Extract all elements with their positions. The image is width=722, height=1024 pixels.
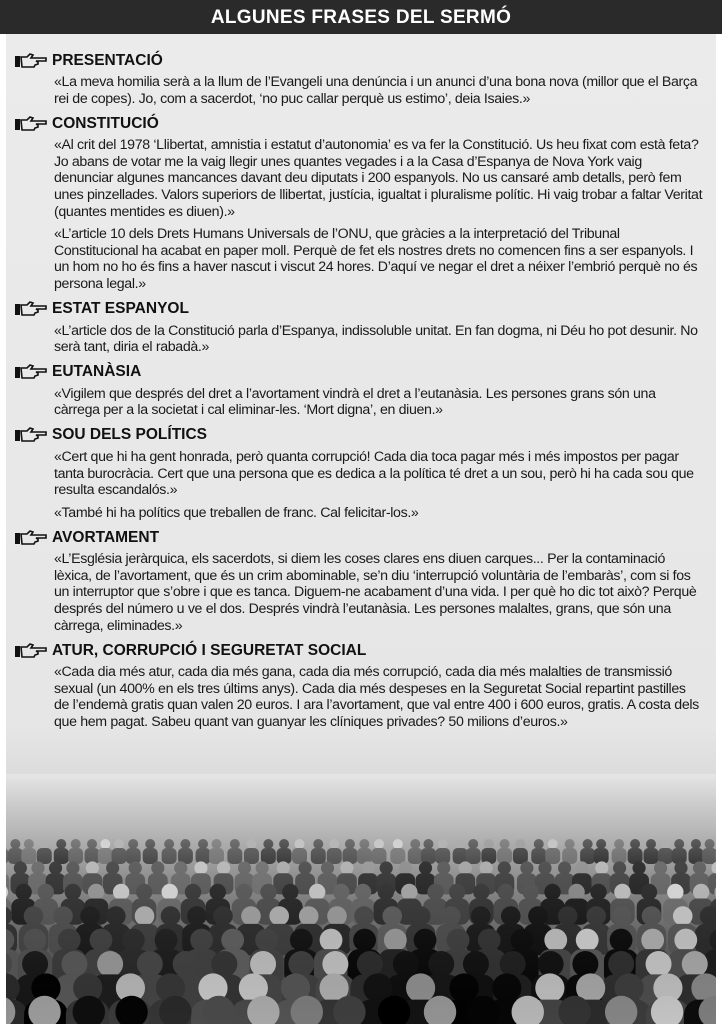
pointing-hand-icon [14, 116, 48, 132]
section-heading [14, 362, 704, 383]
pointing-hand-icon [14, 643, 48, 659]
quote-paragraph: «L’article 10 dels Drets Humans Universals de l’ONU, que gràcies a la interpretació del Tribunal Constitucional ha acabat en paper moll. Perquè de fet els nostres drets no comencen fins a ser espanyols. I un hom no ho és fins a haver nascut i viscut 24 hores. D’aquí ve negar el dret a néixer l’embrió perquè no és persona legal.» [54, 226, 698, 292]
quotes-panel [6, 34, 716, 1024]
section-heading-text: EUTANÀSIA [52, 363, 142, 381]
section-heading [14, 299, 704, 320]
section-heading-text: CONSTITUCIÓ [52, 114, 159, 132]
pointing-hand-icon [14, 301, 48, 317]
section [14, 50, 704, 107]
section-heading-text: SOU DELS POLÍTICS [52, 426, 208, 444]
section [14, 362, 704, 419]
quote-paragraph: «L’article dos de la Constitució parla d’Espanya, indissoluble unitat. En fan dogma, ni Déu ho pot desunir. No serà tant, diria el rabadà.» [54, 322, 698, 356]
section-heading [14, 640, 704, 661]
pointing-hand-icon [14, 53, 48, 69]
section-heading [14, 113, 704, 134]
section-heading [14, 425, 704, 446]
section-heading-text: AVORTAMENT [52, 528, 160, 546]
pointing-hand-icon [14, 427, 48, 443]
section [14, 299, 704, 356]
sermon-quotes [14, 50, 704, 737]
section [14, 425, 704, 521]
quote-paragraph: «La meva homilia serà a la llum de l’Evangeli una denúncia i un anunci d’una bona nova (millor que el Barça rei de copes). Jo, com a sacerdot, ‘no puc callar perquè us estimo’, deia Isaies.» [54, 74, 698, 107]
pointing-hand-icon [14, 364, 48, 380]
section [14, 640, 704, 730]
section [14, 527, 704, 634]
page-title: ALGUNES FRASES DEL SERMÓ [0, 0, 722, 34]
section [14, 113, 704, 292]
quote-paragraph: «Al crit del 1978 ‘Llibertat, amnistia i estatut d’autonomia’ es va fer la Constitució. Us heu fixat com està feta? Jo abans de votar me la vaig llegir unes quantes vegades i a la Casa d’Espanya de Nova York vaig denunciar algunes mancances davant deu diputats i 200 espanyols. No us cansaré amb detalls, però fem unes pinzellades. Valors superiors de llibertat, justícia, igualtat i pluralisme polític. Hi vaig trobar a faltar Veritat (quantes mentides es diuen).» [54, 137, 703, 220]
quote-paragraph: «Vigilem que després del dret a l’avortament vindrà el dret a l’eutanàsia. Les persones grans són una càrrega per a la societat i cal eliminar-les. ‘Mort digna’, en diuen.» [54, 385, 656, 419]
section-heading [14, 527, 704, 548]
quote-paragraph: «L’Església jeràrquica, els sacerdots, si diem les coses clares ens diuen carques... Per la contaminació lèxica, de l’avortament, que és un crim abominable, se’n diu ‘interrupció voluntària de l’embaràs’, com si fos un interruptor que s’obre i que es tanca. Diguem-ne acabament d’una vida. I per què ho dic tot això? Perquè després del número u ve el dos. Després vindrà l’eutanàsia. Les persones malaltes, grans, que són una càrrega, eliminades.» [54, 551, 697, 634]
quote-paragraph: «Cert que hi ha gent honrada, però quanta corrupció! Cada dia toca pagar més i més impostos per pagar tanta burocràcia. Cert que una persona que es dedica a la política té dret a un sou, però hi ha cada sou que resulta escandalós.» [54, 448, 694, 499]
section-heading-text: ATUR, CORRUPCIÓ I SEGURETAT SOCIAL [52, 641, 367, 659]
section-heading-text: PRESENTACIÓ [52, 51, 163, 69]
section-heading [14, 50, 704, 71]
pointing-hand-icon [14, 530, 48, 546]
quote-paragraph: «Cada dia més atur, cada dia més gana, cada dia més corrupció, cada dia més malalties de transmissió sexual (un 400% en els tres últims anys). Cada dia més despeses en la Seguretat Social repartint pastilles de l’endemà gratis quan valen 20 euros. I ara l’avortament, que val entre 400 i 600 euros, gratis. A costa dels que hem pagat. Sabeu quant van guanyar les clíniques privades? 50 milions d’euros.» [54, 664, 699, 731]
quote-paragraph: «També hi ha polítics que treballen de franc. Cal felicitar-los.» [54, 504, 419, 521]
congregation-photo [6, 774, 716, 1024]
section-heading-text: ESTAT ESPANYOL [52, 300, 189, 318]
